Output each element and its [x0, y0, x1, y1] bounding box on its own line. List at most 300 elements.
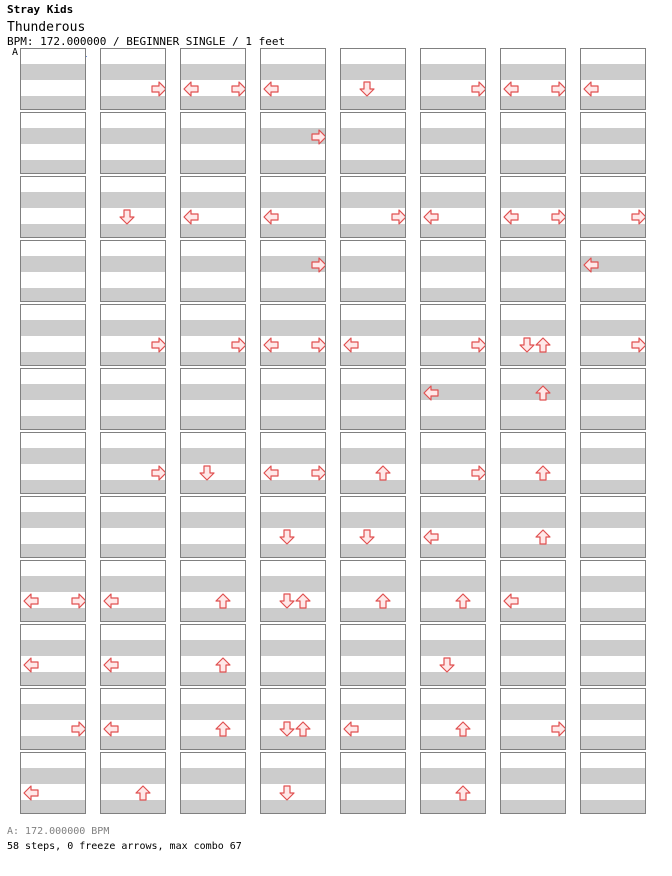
beat-stripe — [101, 672, 165, 686]
measure-box — [20, 496, 86, 558]
measure-box — [580, 240, 646, 302]
beat-stripe — [261, 736, 325, 750]
beat-stripe — [581, 544, 645, 558]
beat-stripe — [101, 512, 165, 528]
left-arrow-icon — [343, 721, 359, 737]
measure-box — [500, 240, 566, 302]
beat-stripe — [181, 256, 245, 272]
beat-stripe — [501, 576, 565, 592]
down-arrow-icon — [359, 81, 375, 97]
beat-stripe — [261, 576, 325, 592]
left-arrow-icon — [343, 337, 359, 353]
beat-stripe — [101, 256, 165, 272]
beat-stripe — [21, 384, 85, 400]
beat-stripe — [341, 96, 405, 110]
measure-box — [260, 624, 326, 686]
right-arrow-icon — [471, 465, 486, 481]
beat-stripe — [581, 352, 645, 366]
beat-stripe — [421, 736, 485, 750]
beat-stripe — [21, 320, 85, 336]
beat-stripe — [101, 608, 165, 622]
beat-stripe — [181, 288, 245, 302]
beat-stripe — [501, 288, 565, 302]
measure-box — [340, 496, 406, 558]
measure-box — [340, 432, 406, 494]
measure-box — [340, 112, 406, 174]
beat-stripe — [501, 448, 565, 464]
measure-box — [180, 560, 246, 622]
measure-box — [580, 176, 646, 238]
beat-stripe — [501, 512, 565, 528]
beat-stripe — [341, 192, 405, 208]
beat-stripe — [421, 192, 485, 208]
measure-box — [20, 112, 86, 174]
right-arrow-icon — [151, 465, 166, 481]
right-arrow-icon — [551, 209, 566, 225]
measure-box — [340, 368, 406, 430]
beat-stripe — [261, 544, 325, 558]
down-arrow-icon — [279, 721, 295, 737]
beat-stripe — [101, 480, 165, 494]
measure-box — [20, 624, 86, 686]
beat-stripe — [181, 384, 245, 400]
beat-stripe — [581, 576, 645, 592]
beat-stripe — [421, 320, 485, 336]
beat-stripe — [21, 64, 85, 80]
beat-stripe — [101, 448, 165, 464]
measure-box — [340, 688, 406, 750]
measure-box — [180, 368, 246, 430]
beat-stripe — [421, 416, 485, 430]
beat-stripe — [421, 608, 485, 622]
beat-stripe — [501, 192, 565, 208]
measure-box — [20, 176, 86, 238]
left-arrow-icon — [583, 81, 599, 97]
down-arrow-icon — [279, 529, 295, 545]
beat-stripe — [21, 800, 85, 814]
right-arrow-icon — [151, 81, 166, 97]
beat-stripe — [181, 96, 245, 110]
right-arrow-icon — [471, 81, 486, 97]
beat-stripe — [501, 96, 565, 110]
beat-stripe — [101, 160, 165, 174]
beat-stripe — [421, 672, 485, 686]
measure-box — [420, 368, 486, 430]
measure-box — [500, 176, 566, 238]
measure-box — [260, 48, 326, 110]
beat-stripe — [581, 736, 645, 750]
beat-stripe — [261, 384, 325, 400]
beat-stripe — [341, 448, 405, 464]
left-arrow-icon — [183, 209, 199, 225]
bpm-marker: A — [12, 47, 19, 58]
beat-stripe — [341, 608, 405, 622]
beat-stripe — [101, 544, 165, 558]
right-arrow-icon — [391, 209, 406, 225]
measure-box — [20, 688, 86, 750]
beat-stripe — [101, 352, 165, 366]
beat-stripe — [341, 64, 405, 80]
measure-box — [20, 48, 86, 110]
beat-stripe — [581, 64, 645, 80]
beat-stripe — [181, 160, 245, 174]
measure-box — [500, 368, 566, 430]
measure-box — [180, 432, 246, 494]
measure-box — [260, 688, 326, 750]
left-arrow-icon — [503, 209, 519, 225]
beat-stripe — [101, 704, 165, 720]
up-arrow-icon — [535, 385, 551, 401]
measure-box — [100, 496, 166, 558]
measure-box — [500, 624, 566, 686]
beat-stripe — [501, 352, 565, 366]
right-arrow-icon — [311, 337, 326, 353]
up-arrow-icon — [215, 721, 231, 737]
beat-stripe — [181, 352, 245, 366]
measure-box — [260, 112, 326, 174]
beat-stripe — [261, 448, 325, 464]
up-arrow-icon — [295, 721, 311, 737]
beat-stripe — [181, 64, 245, 80]
beat-stripe — [101, 224, 165, 238]
down-arrow-icon — [519, 337, 535, 353]
beat-stripe — [261, 352, 325, 366]
beat-stripe — [261, 608, 325, 622]
beat-stripe — [101, 576, 165, 592]
beat-stripe — [261, 64, 325, 80]
down-arrow-icon — [119, 209, 135, 225]
beat-stripe — [501, 320, 565, 336]
measure-box — [260, 240, 326, 302]
measure-box — [100, 688, 166, 750]
beat-stripe — [261, 288, 325, 302]
up-arrow-icon — [375, 465, 391, 481]
beat-stripe — [501, 128, 565, 144]
beat-stripe — [501, 608, 565, 622]
beat-stripe — [341, 672, 405, 686]
beat-stripe — [421, 512, 485, 528]
up-arrow-icon — [215, 657, 231, 673]
beat-stripe — [421, 352, 485, 366]
measure-box — [20, 560, 86, 622]
up-arrow-icon — [455, 593, 471, 609]
beat-stripe — [181, 768, 245, 784]
left-arrow-icon — [103, 721, 119, 737]
beat-stripe — [581, 96, 645, 110]
measure-box — [340, 304, 406, 366]
left-arrow-icon — [23, 593, 39, 609]
measure-box — [180, 688, 246, 750]
beat-stripe — [501, 672, 565, 686]
measure-box — [100, 368, 166, 430]
beat-stripe — [261, 800, 325, 814]
beat-stripe — [21, 448, 85, 464]
beat-stripe — [21, 256, 85, 272]
measure-box — [340, 624, 406, 686]
beat-stripe — [181, 800, 245, 814]
beat-stripe — [181, 192, 245, 208]
beat-stripe — [501, 736, 565, 750]
right-arrow-icon — [551, 81, 566, 97]
beat-stripe — [581, 704, 645, 720]
beat-stripe — [21, 96, 85, 110]
beat-stripe — [101, 640, 165, 656]
up-arrow-icon — [535, 337, 551, 353]
beat-stripe — [421, 64, 485, 80]
beat-stripe — [341, 768, 405, 784]
left-arrow-icon — [423, 209, 439, 225]
up-arrow-icon — [215, 593, 231, 609]
measure-box — [180, 752, 246, 814]
measure-box — [180, 496, 246, 558]
beat-stripe — [421, 704, 485, 720]
right-arrow-icon — [71, 721, 86, 737]
beat-stripe — [101, 736, 165, 750]
measure-box — [100, 432, 166, 494]
beat-stripe — [501, 704, 565, 720]
measure-box — [420, 112, 486, 174]
beat-stripe — [101, 288, 165, 302]
beat-stripe — [21, 640, 85, 656]
beat-stripe — [421, 224, 485, 238]
beat-stripe — [21, 352, 85, 366]
beat-stripe — [261, 224, 325, 238]
beat-stripe — [581, 768, 645, 784]
beat-stripe — [341, 576, 405, 592]
down-arrow-icon — [279, 785, 295, 801]
beat-stripe — [181, 736, 245, 750]
beat-stripe — [101, 128, 165, 144]
left-arrow-icon — [23, 657, 39, 673]
beat-stripe — [581, 640, 645, 656]
beat-stripe — [581, 192, 645, 208]
beat-stripe — [341, 352, 405, 366]
measure-box — [420, 496, 486, 558]
right-arrow-icon — [231, 337, 246, 353]
beat-stripe — [341, 384, 405, 400]
left-arrow-icon — [263, 337, 279, 353]
beat-stripe — [421, 96, 485, 110]
measure-box — [100, 560, 166, 622]
measure-box — [420, 304, 486, 366]
measure-box — [180, 304, 246, 366]
beat-stripe — [21, 544, 85, 558]
beat-stripe — [501, 800, 565, 814]
beat-stripe — [581, 448, 645, 464]
beat-stripe — [261, 768, 325, 784]
measure-box — [580, 112, 646, 174]
beat-stripe — [581, 320, 645, 336]
beat-stripe — [501, 160, 565, 174]
measure-box — [100, 176, 166, 238]
left-arrow-icon — [263, 209, 279, 225]
measure-box — [260, 752, 326, 814]
beat-stripe — [21, 480, 85, 494]
up-arrow-icon — [135, 785, 151, 801]
song-title: Thunderous — [7, 20, 86, 35]
beat-stripe — [261, 480, 325, 494]
beat-stripe — [501, 384, 565, 400]
beat-stripe — [21, 672, 85, 686]
beat-stripe — [101, 768, 165, 784]
measure-box — [340, 240, 406, 302]
beat-stripe — [421, 256, 485, 272]
measure-box — [580, 560, 646, 622]
beat-stripe — [261, 640, 325, 656]
beat-stripe — [341, 288, 405, 302]
beat-stripe — [261, 96, 325, 110]
artist-name: Stray Kids — [7, 3, 74, 16]
beat-stripe — [21, 416, 85, 430]
down-arrow-icon — [199, 465, 215, 481]
right-arrow-icon — [71, 593, 86, 609]
beat-stripe — [581, 416, 645, 430]
beat-stripe — [501, 224, 565, 238]
measure-box — [500, 432, 566, 494]
measure-box — [420, 560, 486, 622]
beat-stripe — [101, 800, 165, 814]
measure-box — [420, 752, 486, 814]
measure-box — [580, 496, 646, 558]
measure-box — [580, 48, 646, 110]
beat-stripe — [341, 128, 405, 144]
measure-box — [420, 176, 486, 238]
beat-stripe — [21, 160, 85, 174]
up-arrow-icon — [535, 529, 551, 545]
beat-stripe — [261, 672, 325, 686]
beat-stripe — [341, 416, 405, 430]
beat-stripe — [581, 512, 645, 528]
beat-stripe — [181, 576, 245, 592]
beat-stripe — [341, 736, 405, 750]
measure-box — [500, 304, 566, 366]
beat-stripe — [181, 128, 245, 144]
beat-stripe — [181, 480, 245, 494]
beat-stripe — [21, 224, 85, 238]
left-arrow-icon — [423, 385, 439, 401]
beat-stripe — [261, 192, 325, 208]
measure-box — [500, 112, 566, 174]
measure-box — [340, 48, 406, 110]
measure-box — [180, 176, 246, 238]
beat-stripe — [21, 608, 85, 622]
beat-stripe — [501, 480, 565, 494]
beat-stripe — [181, 704, 245, 720]
beat-stripe — [261, 320, 325, 336]
beat-stripe — [181, 448, 245, 464]
beat-stripe — [581, 160, 645, 174]
beat-stripe — [421, 288, 485, 302]
left-arrow-icon — [423, 529, 439, 545]
down-arrow-icon — [279, 593, 295, 609]
beat-stripe — [341, 256, 405, 272]
beat-stripe — [21, 704, 85, 720]
left-arrow-icon — [583, 257, 599, 273]
right-arrow-icon — [471, 337, 486, 353]
beat-stripe — [181, 224, 245, 238]
measure-box — [500, 496, 566, 558]
beat-stripe — [341, 320, 405, 336]
left-arrow-icon — [263, 81, 279, 97]
measure-box — [260, 432, 326, 494]
beat-stripe — [421, 640, 485, 656]
beat-stripe — [421, 128, 485, 144]
measure-box — [20, 752, 86, 814]
beat-stripe — [421, 544, 485, 558]
beat-stripe — [21, 576, 85, 592]
beat-stripe — [101, 96, 165, 110]
beat-stripe — [101, 416, 165, 430]
right-arrow-icon — [631, 337, 646, 353]
measure-box — [420, 432, 486, 494]
up-arrow-icon — [375, 593, 391, 609]
measure-box — [580, 304, 646, 366]
measure-box — [260, 496, 326, 558]
beat-stripe — [421, 160, 485, 174]
beat-stripe — [501, 416, 565, 430]
beat-stripe — [181, 320, 245, 336]
measure-box — [180, 240, 246, 302]
beat-stripe — [501, 544, 565, 558]
measure-box — [100, 240, 166, 302]
beat-stripe — [581, 480, 645, 494]
measure-box — [500, 560, 566, 622]
measure-box — [580, 624, 646, 686]
measure-box — [340, 752, 406, 814]
beat-stripe — [181, 416, 245, 430]
chart-info: BPM: 172.000000 / BEGINNER SINGLE / 1 feet — [7, 35, 286, 48]
measure-box — [20, 240, 86, 302]
beat-stripe — [341, 800, 405, 814]
up-arrow-icon — [455, 721, 471, 737]
up-arrow-icon — [455, 785, 471, 801]
beat-stripe — [21, 288, 85, 302]
left-arrow-icon — [263, 465, 279, 481]
measure-box — [340, 560, 406, 622]
left-arrow-icon — [503, 593, 519, 609]
left-arrow-icon — [183, 81, 199, 97]
right-arrow-icon — [231, 81, 246, 97]
beat-stripe — [581, 128, 645, 144]
beat-stripe — [341, 160, 405, 174]
beat-stripe — [581, 288, 645, 302]
beat-stripe — [341, 704, 405, 720]
beat-stripe — [581, 672, 645, 686]
beat-stripe — [581, 608, 645, 622]
down-arrow-icon — [439, 657, 455, 673]
beat-stripe — [181, 608, 245, 622]
measure-box — [580, 368, 646, 430]
right-arrow-icon — [631, 209, 646, 225]
beat-stripe — [581, 224, 645, 238]
measure-box — [20, 432, 86, 494]
beat-stripe — [261, 512, 325, 528]
measure-box — [260, 560, 326, 622]
measure-box — [20, 304, 86, 366]
left-arrow-icon — [103, 657, 119, 673]
beat-stripe — [261, 160, 325, 174]
beat-stripe — [181, 672, 245, 686]
beat-stripe — [101, 64, 165, 80]
beat-stripe — [181, 544, 245, 558]
measure-box — [580, 752, 646, 814]
measure-box — [180, 112, 246, 174]
beat-stripe — [21, 512, 85, 528]
measure-box — [580, 688, 646, 750]
beat-stripe — [501, 768, 565, 784]
beat-stripe — [421, 800, 485, 814]
right-arrow-icon — [551, 721, 566, 737]
